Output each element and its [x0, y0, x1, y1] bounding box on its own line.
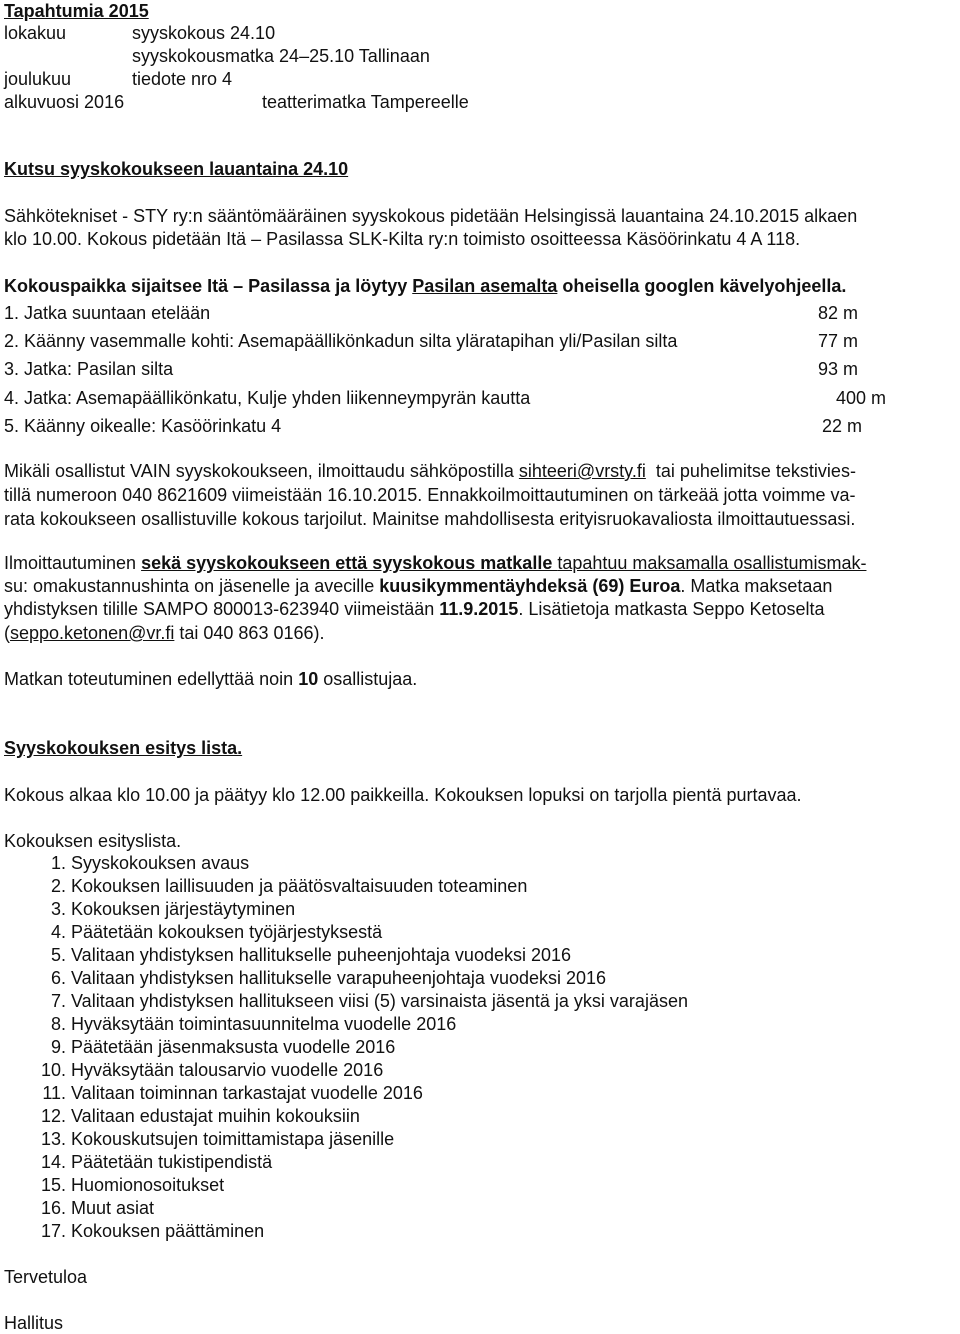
payment-text-part: . Matka maksetaan: [680, 576, 833, 596]
payment-text-part: tai 040 863 0166).: [174, 623, 325, 643]
agenda-item-number: 1.: [50, 853, 66, 873]
payment-text: [4, 598, 825, 620]
agenda-item-number: 2.: [50, 876, 66, 896]
agenda-item: [36, 1174, 224, 1196]
agenda-list-title: Kokouksen esityslista.: [4, 831, 182, 851]
agenda-item: [36, 898, 295, 920]
agenda-item-number: 9.: [50, 1037, 66, 1057]
payment-text-part: (: [4, 623, 10, 643]
agenda-item-number: 17.: [40, 1221, 66, 1241]
agenda-item-number: 5.: [50, 945, 66, 965]
invitation-text: klo 10.00. Kokous pidetään Itä – Pasilassa SLK-Kilta ry:n toimisto osoitteessa Käsöörinkatu 4 A 118.: [4, 229, 801, 249]
closing-signature: Hallitus: [4, 1313, 64, 1333]
agenda-item-text: Päätetään kokouksen työjärjestyksestä: [71, 922, 383, 942]
payment-text-part: Ilmoittautuminen: [4, 553, 142, 573]
payment-text: [4, 622, 325, 644]
direction-step: 4. Jatka: Asemapäällikönkatu, Kulje yhden liikenneympyrän kautta: [4, 388, 531, 408]
agenda-item-number: 15.: [40, 1175, 66, 1195]
event-item: syyskokous 24.10: [132, 23, 276, 43]
payment-deadline: 11.9.2015: [439, 599, 519, 619]
direction-distance: 82 m: [818, 303, 859, 323]
invitation-heading: Kutsu syyskokoukseen lauantaina 24.10: [4, 159, 349, 179]
agenda-item-text: Valitaan yhdistyksen hallitukselle varapuheenjohtaja vuodeksi 2016: [71, 968, 607, 988]
agenda-item-number: 14.: [40, 1152, 66, 1172]
agenda-item-text: Valitaan yhdistyksen hallitukselle puheenjohtaja vuodeksi 2016: [71, 945, 572, 965]
registration-text-part: tai puhelimitse tekstivies-: [645, 461, 856, 481]
payment-text: [4, 575, 832, 597]
agenda-item: [36, 967, 606, 989]
closing-greeting: Tervetuloa: [4, 1267, 88, 1287]
agenda-item: [36, 921, 382, 943]
agenda-heading: Syyskokouksen esitys lista.: [4, 738, 243, 758]
direction-step: 5. Käänny oikealle: Kasöörinkatu 4: [4, 416, 282, 436]
location-text: oheisella googlen kävelyohjeella.: [557, 276, 847, 296]
agenda-item: [36, 944, 571, 966]
agenda-item-text: Kokouksen järjestäytyminen: [71, 899, 296, 919]
direction-distance: 400 m: [836, 388, 887, 408]
agenda-item-number: 11.: [42, 1083, 66, 1103]
payment-text: [4, 552, 866, 574]
agenda-item-text: Kokouksen päättäminen: [71, 1221, 265, 1241]
event-month: joulukuu: [4, 69, 72, 89]
registration-text-part: Mikäli osallistut VAIN syyskokoukseen, ilmoittaudu sähköpostilla: [4, 461, 519, 481]
event-month: alkuvuosi 2016: [4, 92, 125, 112]
agenda-item: [36, 1220, 264, 1242]
direction-step: 2. Käänny vasemmalle kohti: Asemapäällikönkadun silta yläratapihan yli/Pasilan silta: [4, 331, 678, 351]
invitation-text: Sähkötekniset - STY ry:n sääntömääräinen syyskokous pidetään Helsingissä lauantaina 24.10.2015 alkaen: [4, 206, 858, 226]
payment-text-part: su: omakustannushinta on jäsenelle ja avecille: [4, 576, 380, 596]
agenda-item-number: 10.: [40, 1060, 66, 1080]
agenda-item-text: Kokouskutsujen toimittamistapa jäsenille: [71, 1129, 395, 1149]
contact-email-link[interactable]: seppo.ketonen@vr.fi: [10, 623, 175, 643]
agenda-item: [36, 852, 249, 874]
pasila-station-link[interactable]: Pasilan asemalta: [412, 276, 558, 296]
event-item: teatterimatka Tampereelle: [262, 92, 469, 112]
direction-distance: 22 m: [822, 416, 863, 436]
agenda-item-text: Syyskokouksen avaus: [71, 853, 250, 873]
participants-note: [4, 668, 417, 690]
agenda-item-text: Valitaan yhdistyksen hallitukseen viisi (5) varsinaista jäsentä ja yksi varajäsen: [71, 991, 688, 1011]
payment-text-part: yhdistyksen tilille SAMPO 800013-623940 viimeistään: [4, 599, 440, 619]
secretary-email-link[interactable]: sihteeri@vrsty.fi: [518, 461, 646, 481]
agenda-item-number: 13.: [40, 1129, 66, 1149]
agenda-item-text: Muut asiat: [71, 1198, 155, 1218]
agenda-item-number: 12.: [40, 1106, 66, 1126]
participants-text: osallistujaa.: [318, 669, 418, 689]
payment-price: kuusikymmentäyhdeksä (69) Euroa: [379, 576, 681, 596]
events-heading: Tapahtumia 2015: [4, 1, 149, 21]
agenda-item-number: 7.: [50, 991, 66, 1011]
agenda-item-text: Päätetään jäsenmaksusta vuodelle 2016: [71, 1037, 396, 1057]
direction-step: 1. Jatka suuntaan etelään: [4, 303, 211, 323]
agenda-item: [36, 1197, 154, 1219]
agenda-item-number: 16.: [40, 1198, 66, 1218]
agenda-item: [36, 1082, 423, 1104]
agenda-item: [36, 1013, 456, 1035]
agenda-item: [36, 1036, 395, 1058]
agenda-item-text: Hyväksytään talousarvio vuodelle 2016: [71, 1060, 384, 1080]
payment-text-part: . Lisätietoja matkasta Seppo Ketoselta: [518, 599, 825, 619]
direction-distance: 77 m: [818, 331, 859, 351]
event-item: syyskokousmatka 24–25.10 Tallinaan: [132, 46, 430, 66]
agenda-intro: Kokous alkaa klo 10.00 ja päätyy klo 12.00 paikkeilla. Kokouksen lopuksi on tarjolla pientä purtavaa.: [4, 785, 802, 805]
agenda-item: [36, 875, 527, 897]
direction-distance: 93 m: [818, 359, 859, 379]
agenda-item-number: 8.: [50, 1014, 66, 1034]
registration-text: tillä numeroon 040 8621609 viimeistään 16.10.2015. Ennakkoilmoittautuminen on tärkeää jotta voimme va-: [4, 485, 856, 505]
event-month: lokakuu: [4, 23, 67, 43]
agenda-item-text: Valitaan edustajat muihin kokouksiin: [71, 1106, 360, 1126]
participants-text: Matkan toteutuminen edellyttää noin: [4, 669, 299, 689]
agenda-item-number: 4.: [50, 922, 66, 942]
direction-step: 3. Jatka: Pasilan silta: [4, 359, 174, 379]
payment-emphasis: sekä syyskokoukseen että syyskokous matkalle: [141, 553, 558, 573]
agenda-item-text: Hyväksytään toimintasuunnitelma vuodelle 2016: [71, 1014, 457, 1034]
agenda-item-number: 3.: [50, 899, 66, 919]
event-item: tiedote nro 4: [132, 69, 233, 89]
location-text: Kokouspaikka sijaitsee Itä – Pasilassa ja löytyy: [4, 276, 413, 296]
agenda-item: [36, 1128, 394, 1150]
agenda-item-text: Päätetään tukistipendistä: [71, 1152, 273, 1172]
agenda-item-text: Kokouksen laillisuuden ja päätösvaltaisuuden toteaminen: [71, 876, 528, 896]
registration-text: rata kokoukseen osallistuville kokous tarjoilut. Mainitse mahdollisesta erityisruokavaliosta ilmoittautuessasi.: [4, 509, 856, 529]
agenda-item: [36, 1105, 360, 1127]
registration-text: [4, 460, 856, 482]
participants-count: 10: [298, 669, 319, 689]
agenda-item: [36, 1059, 383, 1081]
location-note: [4, 275, 846, 297]
agenda-item: [36, 1151, 272, 1173]
agenda-item-number: 6.: [50, 968, 66, 988]
agenda-item-text: Valitaan toiminnan tarkastajat vuodelle 2016: [71, 1083, 423, 1103]
agenda-item-text: Huomionosoitukset: [71, 1175, 225, 1195]
agenda-item: [36, 990, 688, 1012]
payment-text-part: tapahtuu maksamalla osallistumismak-: [557, 553, 867, 573]
